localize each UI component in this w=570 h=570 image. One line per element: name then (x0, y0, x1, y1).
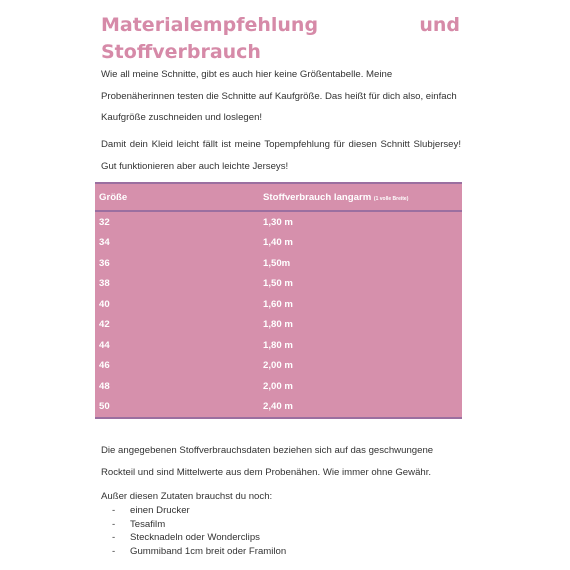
cell-fabric: 2,40 m (263, 401, 293, 413)
page-title (101, 12, 460, 66)
cell-size: 36 (99, 257, 110, 269)
table-header-row (95, 183, 462, 211)
table-row (95, 356, 462, 377)
cell-size: 40 (99, 298, 110, 310)
table-row (95, 397, 462, 419)
cell-size: 50 (99, 401, 110, 413)
table-row (95, 335, 462, 356)
fabric-consumption-table (95, 182, 462, 419)
table-row (95, 294, 462, 315)
title-word-und: und (419, 14, 460, 36)
cell-fabric: 1,80 m (263, 319, 293, 331)
cell-fabric: 1,50 m (263, 278, 293, 290)
cell-fabric: 2,00 m (263, 380, 293, 392)
cell-fabric: 1,30 m (263, 216, 293, 228)
table-row (95, 253, 462, 274)
list-item: - Gummiband 1cm breit oder Framilon (112, 545, 286, 559)
cell-size: 34 (99, 237, 110, 249)
cell-size: 44 (99, 339, 110, 351)
cell-size: 38 (99, 278, 110, 290)
title-word-materialempfehlung: Materialempfehlung (101, 14, 319, 36)
cell-fabric: 1,50m (263, 257, 291, 269)
table-row (95, 274, 462, 295)
list-item: - Stecknadeln oder Wonderclips (112, 531, 286, 545)
header-fabric-note: (1 volle Breite) (373, 195, 409, 202)
header-fabric (259, 183, 462, 211)
table-body (95, 211, 462, 418)
extras-intro: Außer diesen Zutaten brauchst du noch: (101, 491, 273, 502)
recommendation-paragraph: Damit dein Kleid leicht fällt ist meine Topempfehlung für diesen Schnitt Slubjersey! Gut funktionieren aber auch leichte Jerseys! (101, 139, 461, 172)
cell-fabric: 1,60 m (263, 298, 293, 310)
cell-fabric: 1,80 m (263, 339, 293, 351)
cell-size: 32 (99, 216, 110, 228)
intro-paragraph: Wie all meine Schnitte, gibt es auch hier keine Größentabelle. Meine Probenäherinnen testen die Schnitte auf Kaufgröße. Das heißt für dich also, einfach Kaufgröße zuschneiden und loslegen! (101, 69, 457, 123)
cell-size: 46 (99, 360, 110, 372)
extras-list (112, 504, 286, 558)
cell-size: 42 (99, 319, 110, 331)
cell-size: 48 (99, 380, 110, 392)
cell-fabric: 1,40 m (263, 237, 293, 249)
table-row (95, 376, 462, 397)
table-row (95, 233, 462, 254)
header-size: Größe (99, 191, 128, 203)
cell-fabric: 2,00 m (263, 360, 293, 372)
title-line-stoffverbrauch: Stoffverbrauch (101, 41, 261, 63)
table-row (95, 211, 462, 233)
note-paragraph: Die angegebenen Stoffverbrauchsdaten beziehen sich auf das geschwungene Rockteil und sind Mittelwerte aus dem Probenähen. Wie immer ohne Gewähr. (101, 445, 434, 478)
header-fabric-label: Stoffverbrauch langarm (263, 191, 372, 203)
table-row (95, 315, 462, 336)
list-item: - einen Drucker (112, 504, 286, 518)
list-item: - Tesafilm (112, 518, 286, 532)
